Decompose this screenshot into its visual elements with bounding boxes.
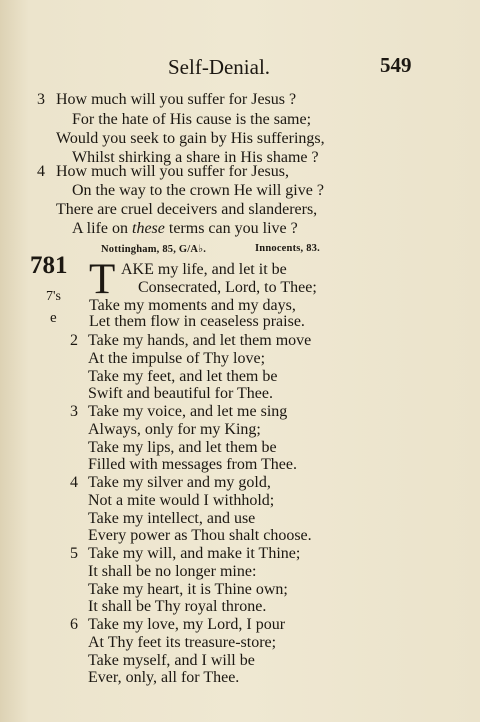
verse-line: Take my hands, and let them move	[88, 332, 312, 349]
stanza-number: 4	[37, 163, 45, 180]
verse-line: Take my voice, and let me sing	[88, 403, 288, 420]
verse-line: A life on these terms can you live ?	[72, 220, 298, 237]
verse-line: Take myself, and I will be	[88, 652, 255, 669]
tune-name-right: Innocents, 83.	[255, 243, 320, 254]
stanza-number: 2	[70, 332, 78, 349]
verse-line: Take my lips, and let them be	[88, 439, 277, 456]
page-number: 549	[380, 53, 412, 77]
verse-line: Whilst shirking a share in His shame ?	[72, 149, 319, 166]
verse-line: Not a mite would I withhold;	[88, 492, 275, 509]
verse-line: Ever, only, all for Thee.	[88, 669, 240, 686]
verse-line: How much will you suffer for Jesus,	[56, 163, 290, 180]
verse-line: How much will you suffer for Jesus ?	[56, 91, 297, 108]
hymn-meter: 7's	[46, 289, 61, 304]
verse-line: Take my feet, and let them be	[88, 368, 278, 385]
verse-line: Would you seek to gain by His sufferings,	[56, 130, 325, 147]
tune-name-left: Nottingham, 85, G/A♭.	[101, 244, 207, 255]
verse-line: At Thy feet its treasure-store;	[88, 634, 277, 651]
hymn-number: 781	[30, 252, 68, 279]
verse-line: It shall be Thy royal throne.	[88, 598, 267, 615]
verse-line: It shall be no longer mine:	[88, 563, 257, 580]
verse-line: Always, only for my King;	[88, 421, 261, 438]
hymn-key: e	[50, 310, 57, 326]
stanza-number: 3	[37, 91, 45, 108]
stanza-number: 4	[70, 474, 78, 491]
verse-line: For the hate of His cause is the same;	[72, 111, 312, 128]
verse-line: AKE my life, and let it be	[121, 261, 287, 278]
stanza-number: 3	[70, 403, 78, 420]
page-title: Self-Denial.	[168, 55, 271, 79]
verse-line: Take my will, and make it Thine;	[88, 545, 301, 562]
verse-line: Filled with messages from Thee.	[88, 456, 297, 473]
verse-line: Take my love, my Lord, I pour	[88, 616, 286, 633]
verse-line: Take my moments and my days,	[89, 297, 296, 314]
verse-line: Take my silver and my gold,	[88, 474, 271, 491]
verse-line: On the way to the crown He will give ?	[72, 182, 324, 199]
stanza-number: 6	[70, 616, 78, 633]
verse-line: Swift and beautiful for Thee.	[88, 385, 273, 402]
verse-line: Every power as Thou shalt choose.	[88, 527, 312, 544]
verse-line: There are cruel deceivers and slanderers,	[56, 201, 318, 218]
drop-cap: T	[89, 256, 116, 303]
verse-line: Let them flow in ceaseless praise.	[89, 313, 305, 330]
verse-line: At the impulse of Thy love;	[88, 350, 266, 367]
verse-line: Consecrated, Lord, to Thee;	[138, 279, 317, 296]
verse-line: Take my intellect, and use	[88, 510, 256, 527]
stanza-number: 5	[70, 545, 78, 562]
verse-line: Take my heart, it is Thine own;	[88, 581, 288, 598]
